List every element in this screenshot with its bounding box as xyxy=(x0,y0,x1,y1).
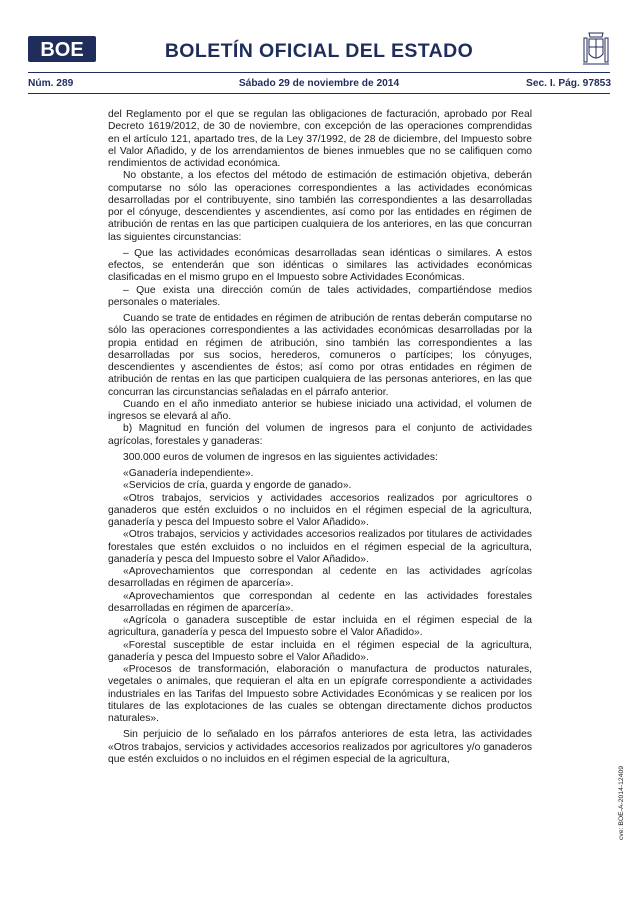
paragraph: «Servicios de cría, guarda y engorde de ganado». xyxy=(123,480,352,492)
section-page: Sec. I. Pág. 97853 xyxy=(526,78,611,89)
logo-text: BOE xyxy=(40,39,84,61)
issue-number: Núm. 289 xyxy=(28,78,74,89)
issue-date: Sábado 29 de noviembre de 2014 xyxy=(238,78,400,89)
paragraph: b) Magnitud en función del volumen de ingresos para el conjunto de actividades agrícolas, forestales y ganaderas: xyxy=(108,423,532,447)
paragraph: – Que las actividades económicas desarrolladas sean idénticas o similares. A estos efectos, se entenderán que son idénticas o similares las actividades económicas clasificadas en el mismo grupo en el Impuesto sobre Actividades Económicas. xyxy=(108,247,532,284)
paragraph: «Forestal susceptible de estar incluida en el régimen especial de la agricultura, ganadería y pesca del Impuesto sobre el Valor Añadido». xyxy=(108,639,532,663)
paragraph: del Reglamento por el que se regulan las obligaciones de facturación, aprobado por Real Decreto 1619/2012, de 30 de noviembre, con excepción de las operaciones comprendidas en el artículo 121, apartado tres, de la Ley 37/1992, de 28 de diciembre, del Impuesto sobre el Valor Añadido, y de los arrendamientos de bienes inmuebles que no se califiquen como rendimientos de actividad económica. xyxy=(108,109,532,169)
cve-code: cve: BOE-A-2014-12409 xyxy=(618,765,625,840)
document-body xyxy=(108,109,532,766)
header-rule-top xyxy=(28,72,610,73)
paragraph: Cuando se trate de entidades en régimen de atribución de rentas deberán computarse no sólo las operaciones correspondientes a las actividades económicas desarrolladas por la propia entidad en régimen de atribución, sino también las correspondientes a las desarrolladas por sus socios, herederos, comuneros o partícipes; los cónyuges, descendientes y ascendientes de éstos; así como por otras entidades en régimen de atribución de rentas en las que participen cualquiera de las personas anteriores, en las que concurran las circunstancias señaladas en el párrafo anterior. xyxy=(108,313,532,398)
paragraph: Sin perjuicio de lo señalado en los párrafos anteriores de esta letra, las actividades «Otros trabajos, servicios y actividades accesorios realizados por agricultores y/o ganaderos que estén excluidos o no incluidos en el régimen especial de la agricultura, xyxy=(108,729,532,765)
paragraph: «Procesos de transformación, elaboración o manufactura de productos naturales, vegetales o animales, que requieran el alta en un epígrafe correspondiente a actividades industriales en las Tarifas del Impuesto sobre Actividades Económicas y se realicen por los titulares de las explotaciones de las cuales se obtengan directamente dichos productos naturales». xyxy=(108,664,532,724)
header-rule-bottom xyxy=(28,93,610,94)
page-title: BOLETÍN OFICIAL DEL ESTADO xyxy=(164,40,474,62)
paragraph: No obstante, a los efectos del método de estimación de estimación objetiva, deberán computarse no sólo las operaciones correspondientes a las actividades económicas desarrolladas por el contribuyente, sino también las correspondientes a las desarrolladas por el cónyuge, descendientes y ascendientes, así como por las entidades en régimen de atribución de rentas en las que participen cualquiera de los anteriores, en las que concurran las siguientes circunstancias: xyxy=(108,170,532,243)
paragraph: 300.000 euros de volumen de ingresos en las siguientes actividades: xyxy=(123,451,438,463)
paragraph: Cuando en el año inmediato anterior se hubiese iniciado una actividad, el volumen de ingresos se elevará al año. xyxy=(108,398,532,422)
paragraph: – Que exista una dirección común de tales actividades, compartiéndose medios personales o materiales. xyxy=(108,284,532,308)
paragraph: «Otros trabajos, servicios y actividades accesorios realizados por agricultores o ganaderos que estén excluidos o no incluidos en el régimen especial de la agricultura, ganadería y pesca del Impuesto sobre el Valor Añadido». xyxy=(108,492,532,528)
paragraph: «Aprovechamientos que correspondan al cedente en las actividades agrícolas desarrolladas en régimen de aparcería». xyxy=(108,566,532,590)
paragraph: «Otros trabajos, servicios y actividades accesorios realizados por titulares de actividades forestales que estén excluidos o no incluidos en el régimen especial de la agricultura, ganadería y pesca del Impuesto sobre el Valor Añadido». xyxy=(108,529,532,565)
coat-of-arms-icon xyxy=(580,30,612,70)
paragraph: «Ganadería independiente». xyxy=(123,468,254,479)
paragraph: «Agrícola o ganadera susceptible de estar incluida en el régimen especial de la agricultura, ganadería y pesca del Impuesto sobre el Valor Añadido». xyxy=(108,615,532,639)
paragraph: «Aprovechamientos que correspondan al cedente en las actividades forestales desarrolladas en régimen de aparcería». xyxy=(108,590,532,614)
